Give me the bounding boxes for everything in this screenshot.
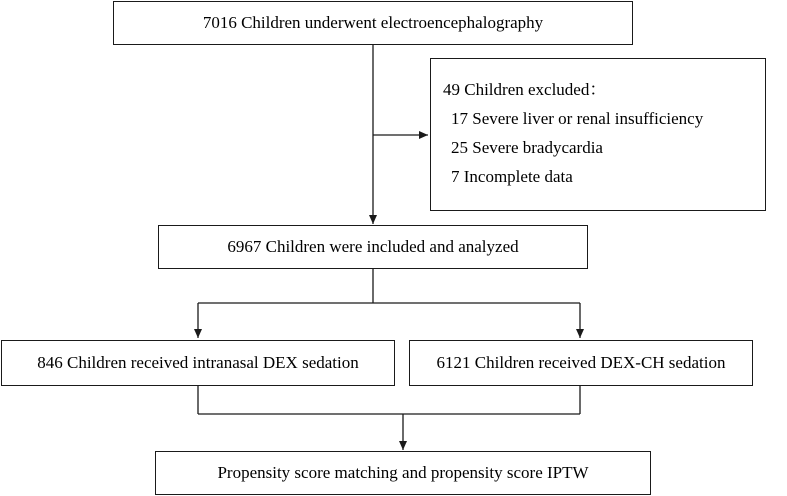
box-dex-ch-label: 6121 Children received DEX-CH sedation (436, 353, 726, 372)
box-included-analyzed (158, 225, 588, 269)
excluded-heading: 49 Children excluded： (443, 80, 607, 99)
box-eeg-children-label: 7016 Children underwent electroencephalography (202, 13, 544, 32)
excluded-item-incomplete: 7 Incomplete data (451, 167, 573, 186)
box-dex-ch (409, 340, 753, 386)
box-propensity-score-label: Propensity score matching and propensity score IPTW (217, 463, 589, 482)
excluded-item-bradycardia: 25 Severe bradycardia (451, 138, 603, 157)
box-eeg-children (113, 1, 633, 45)
box-intranasal-dex (1, 340, 395, 386)
box-propensity-score (155, 451, 651, 495)
box-excluded (430, 58, 766, 211)
box-included-analyzed-label: 6967 Children were included and analyzed (227, 237, 519, 256)
excluded-item-liver-renal: 17 Severe liver or renal insufficiency (451, 109, 704, 128)
box-intranasal-dex-label: 846 Children received intranasal DEX sedation (37, 353, 359, 372)
